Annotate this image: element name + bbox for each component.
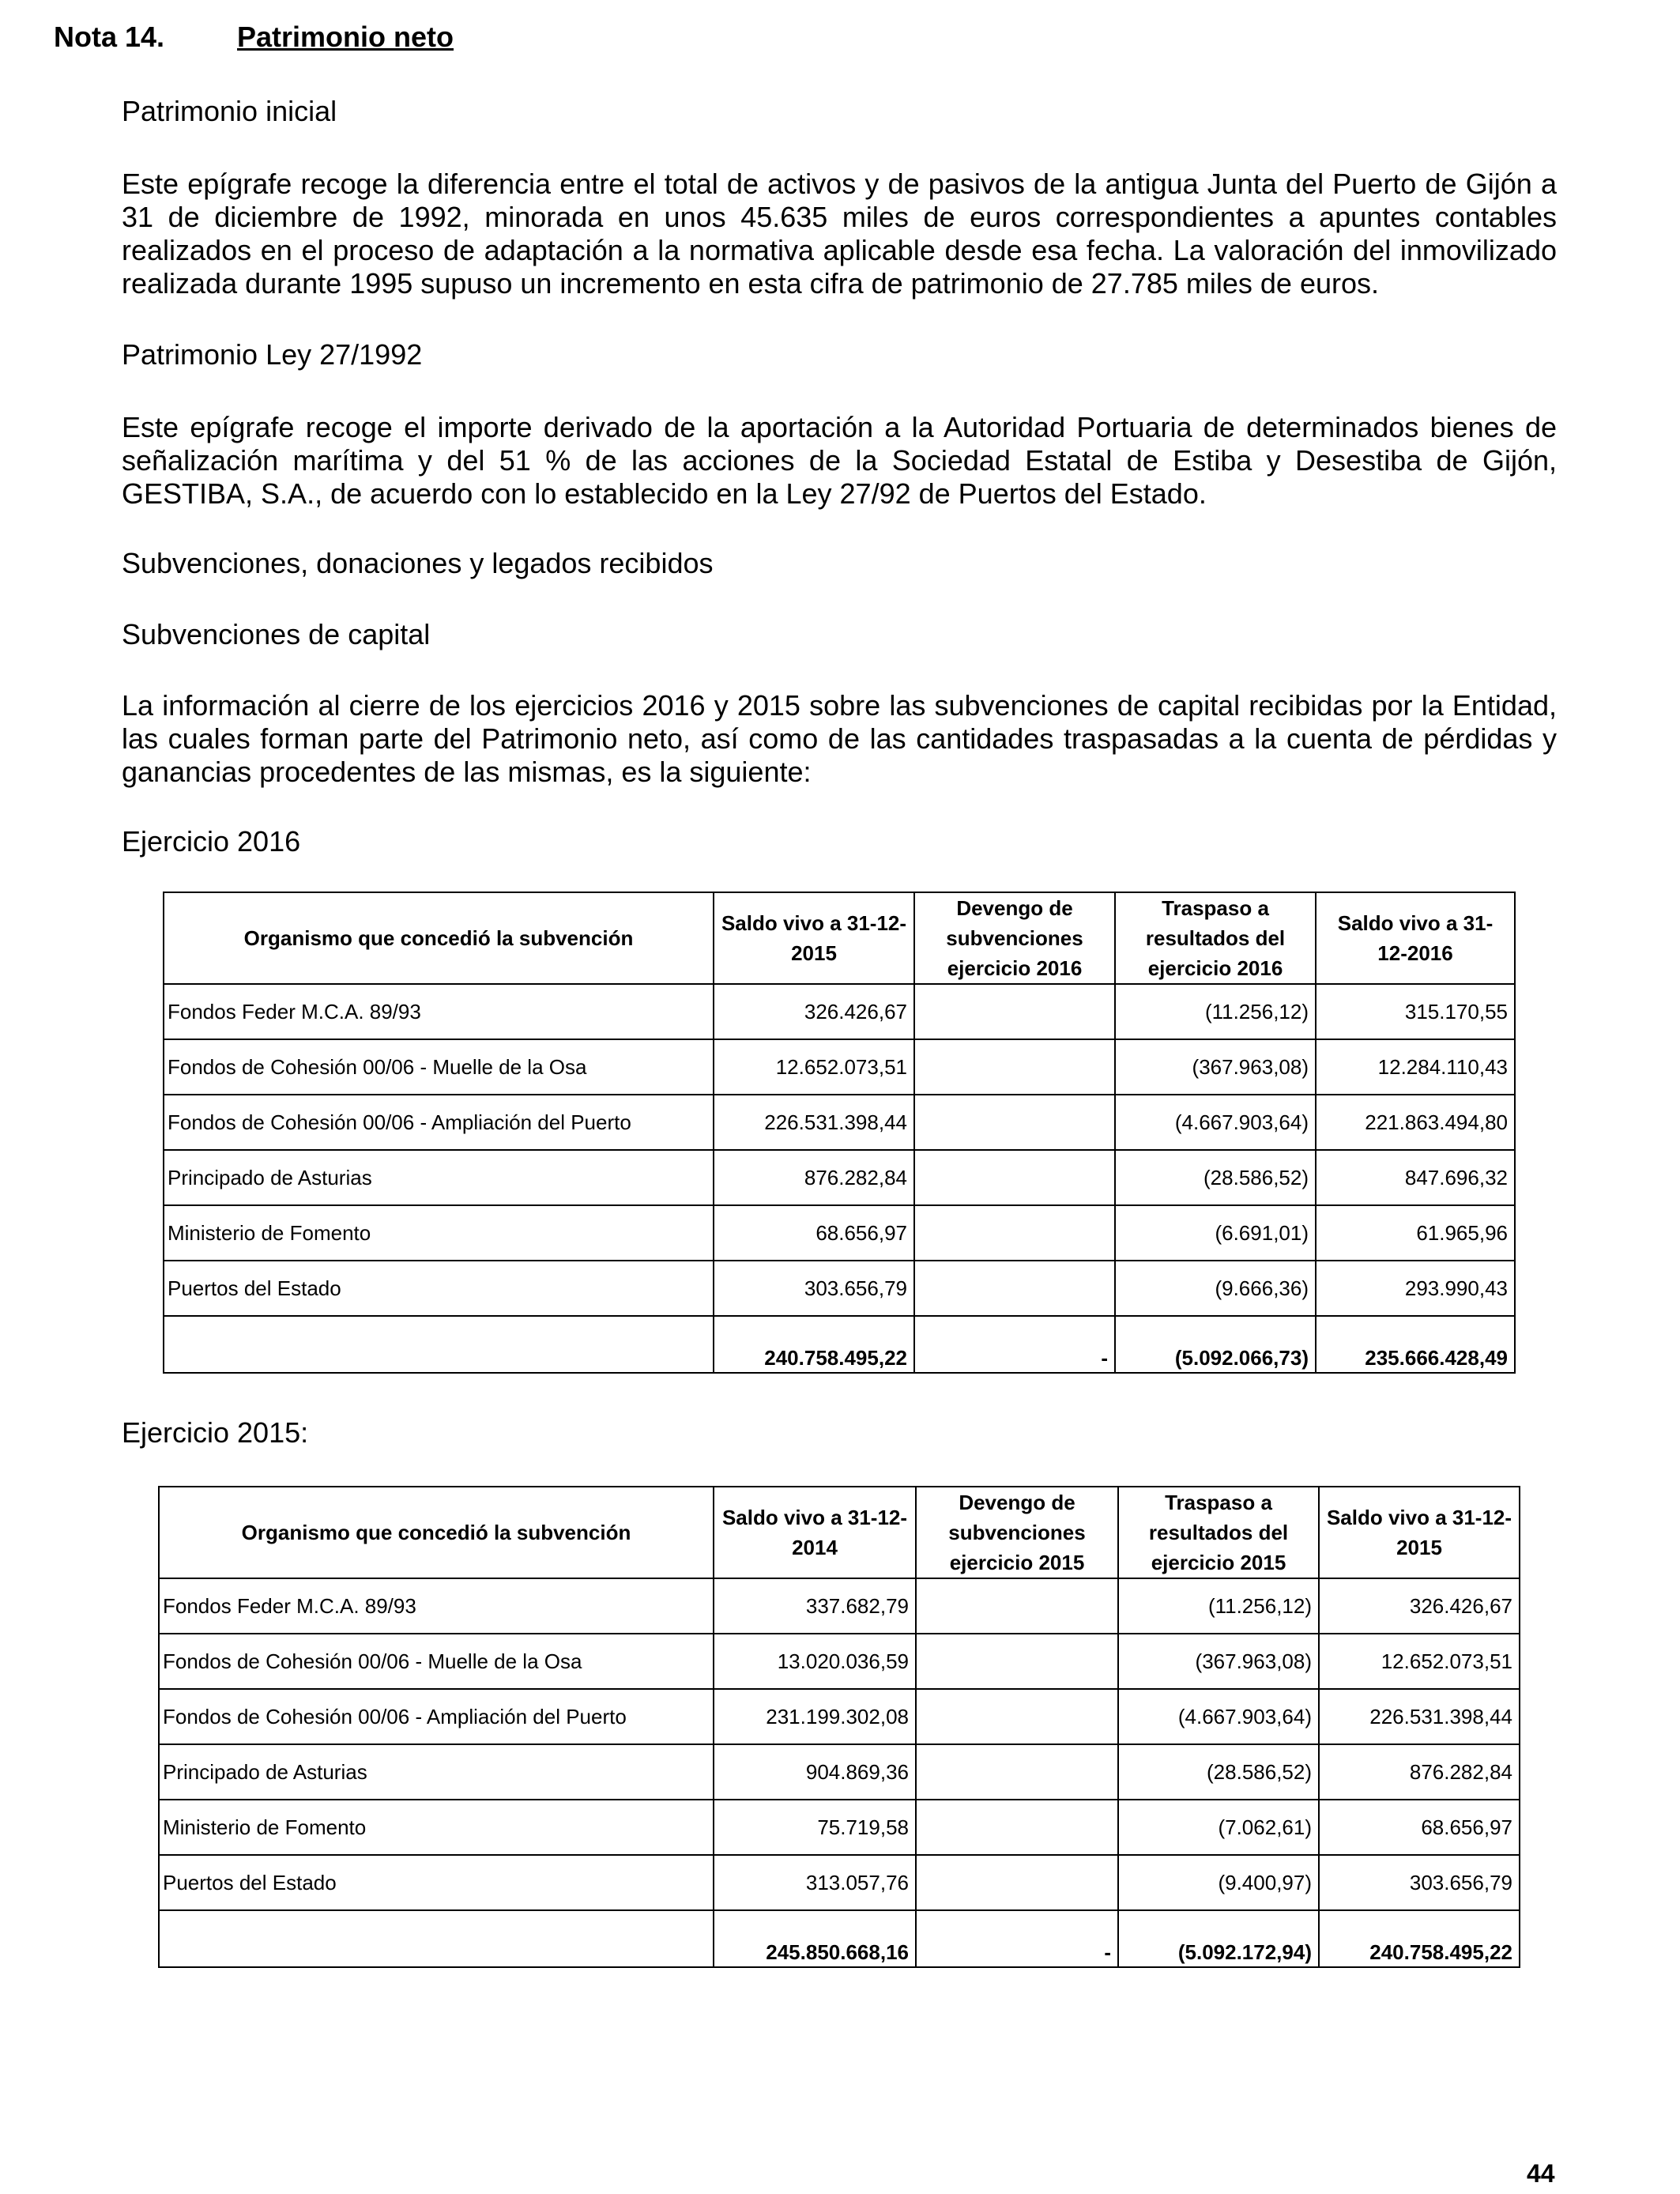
cell-saldo-inicial: 904.869,36 (714, 1744, 916, 1800)
section-title-subvenciones: Subvenciones, donaciones y legados recibidos (122, 547, 714, 579)
section-title-patrimonio-inicial: Patrimonio inicial (122, 95, 337, 127)
header-organismo: Organismo que concedió la subvención (164, 892, 714, 984)
cell-total-label (164, 1316, 714, 1373)
cell-saldo-final: 61.965,96 (1316, 1205, 1515, 1261)
cell-saldo-final: 847.696,32 (1316, 1150, 1515, 1205)
paragraph-subvenciones-capital: La información al cierre de los ejercicios 2016 y 2015 sobre las subvenciones de capital recibidas por la Entidad, las cuales forman parte del Patrimonio neto, así como de las cantidades traspasadas a la cuenta de pérdidas y ganancias procedentes de las mismas, es la siguiente: (122, 689, 1557, 788)
cell-saldo-inicial: 326.426,67 (714, 984, 914, 1039)
cell-organismo: Puertos del Estado (159, 1855, 714, 1910)
cell-traspaso: (11.256,12) (1118, 1578, 1319, 1634)
table-ejercicio-2016 (163, 892, 1516, 1374)
cell-saldo-final: 68.656,97 (1319, 1800, 1520, 1855)
header-saldo-inicial: Saldo vivo a 31-12-2015 (714, 892, 914, 984)
cell-saldo-inicial: 68.656,97 (714, 1205, 914, 1261)
cell-organismo: Fondos Feder M.C.A. 89/93 (164, 984, 714, 1039)
cell-devengo (916, 1800, 1118, 1855)
table-row (159, 1744, 1520, 1800)
cell-saldo-final: 315.170,55 (1316, 984, 1515, 1039)
cell-organismo: Ministerio de Fomento (159, 1800, 714, 1855)
header-organismo: Organismo que concedió la subvención (159, 1487, 714, 1578)
cell-saldo-inicial: 876.282,84 (714, 1150, 914, 1205)
table-row (159, 1689, 1520, 1744)
cell-total-devengo: - (914, 1316, 1115, 1373)
cell-devengo (914, 1261, 1115, 1316)
header-devengo: Devengo de subvenciones ejercicio 2016 (914, 892, 1115, 984)
cell-traspaso: (9.666,36) (1115, 1261, 1316, 1316)
caption-ejercicio-2015: Ejercicio 2015: (122, 1416, 309, 1449)
cell-devengo (916, 1744, 1118, 1800)
note-heading (54, 21, 454, 54)
paragraph-patrimonio-ley: Este epígrafe recoge el importe derivado de la aportación a la Autoridad Portuaria de determinados bienes de señalización marítima y del 51 % de las acciones de la Sociedad Estatal de Estiba y Desestiba de Gijón, GESTIBA, S.A., de acuerdo con lo establecido en la Ley 27/92 de Puertos del Estado. (122, 411, 1557, 510)
table-header-row (159, 1487, 1520, 1578)
cell-traspaso: (28.586,52) (1115, 1150, 1316, 1205)
table-row (164, 1039, 1515, 1095)
caption-ejercicio-2016: Ejercicio 2016 (122, 825, 301, 858)
cell-organismo: Fondos de Cohesión 00/06 - Muelle de la Osa (164, 1039, 714, 1095)
table-total-row (159, 1910, 1520, 1967)
cell-traspaso: (4.667.903,64) (1118, 1689, 1319, 1744)
header-saldo-inicial: Saldo vivo a 31-12-2014 (714, 1487, 916, 1578)
cell-traspaso: (9.400,97) (1118, 1855, 1319, 1910)
cell-devengo (916, 1689, 1118, 1744)
cell-devengo (916, 1855, 1118, 1910)
cell-saldo-inicial: 226.531.398,44 (714, 1095, 914, 1150)
header-saldo-final: Saldo vivo a 31-12-2016 (1316, 892, 1515, 984)
cell-saldo-inicial: 303.656,79 (714, 1261, 914, 1316)
table-row (159, 1578, 1520, 1634)
cell-saldo-final: 12.284.110,43 (1316, 1039, 1515, 1095)
cell-total-traspaso: (5.092.066,73) (1115, 1316, 1316, 1373)
cell-saldo-final: 293.990,43 (1316, 1261, 1515, 1316)
table-row (159, 1800, 1520, 1855)
cell-devengo (916, 1634, 1118, 1689)
cell-traspaso: (7.062,61) (1118, 1800, 1319, 1855)
cell-traspaso: (367.963,08) (1118, 1634, 1319, 1689)
header-saldo-final: Saldo vivo a 31-12-2015 (1319, 1487, 1520, 1578)
cell-total-saldo-inicial: 240.758.495,22 (714, 1316, 914, 1373)
cell-saldo-final: 876.282,84 (1319, 1744, 1520, 1800)
paragraph-patrimonio-inicial: Este epígrafe recoge la diferencia entre el total de activos y de pasivos de la antigua Junta del Puerto de Gijón a 31 de diciembre de 1992, minorada en unos 45.635 miles de euros correspondientes a apuntes contables realizados en el proceso de adaptación a la normativa aplicable desde esa fecha. La valoración del inmovilizado realizada durante 1995 supuso un incremento en esta cifra de patrimonio de 27.785 miles de euros. (122, 168, 1557, 300)
header-devengo: Devengo de subvenciones ejercicio 2015 (916, 1487, 1118, 1578)
cell-organismo: Principado de Asturias (164, 1150, 714, 1205)
cell-organismo: Fondos de Cohesión 00/06 - Ampliación del Puerto (164, 1095, 714, 1150)
cell-traspaso: (11.256,12) (1115, 984, 1316, 1039)
page-number: 44 (1527, 2159, 1555, 2188)
cell-saldo-final: 12.652.073,51 (1319, 1634, 1520, 1689)
cell-saldo-inicial: 313.057,76 (714, 1855, 916, 1910)
cell-total-saldo-final: 240.758.495,22 (1319, 1910, 1520, 1967)
cell-total-label (159, 1910, 714, 1967)
cell-saldo-inicial: 337.682,79 (714, 1578, 916, 1634)
cell-traspaso: (367.963,08) (1115, 1039, 1316, 1095)
cell-saldo-inicial: 231.199.302,08 (714, 1689, 916, 1744)
cell-traspaso: (6.691,01) (1115, 1205, 1316, 1261)
cell-total-traspaso: (5.092.172,94) (1118, 1910, 1319, 1967)
cell-saldo-final: 226.531.398,44 (1319, 1689, 1520, 1744)
table-row (164, 1095, 1515, 1150)
section-title-patrimonio-ley: Patrimonio Ley 27/1992 (122, 338, 423, 371)
cell-devengo (914, 1205, 1115, 1261)
section-title-subvenciones-capital: Subvenciones de capital (122, 618, 431, 650)
cell-organismo: Puertos del Estado (164, 1261, 714, 1316)
cell-organismo: Ministerio de Fomento (164, 1205, 714, 1261)
cell-devengo (914, 1095, 1115, 1150)
table-total-row (164, 1316, 1515, 1373)
cell-organismo: Principado de Asturias (159, 1744, 714, 1800)
cell-saldo-inicial: 75.719,58 (714, 1800, 916, 1855)
cell-saldo-inicial: 12.652.073,51 (714, 1039, 914, 1095)
header-traspaso: Traspaso a resultados del ejercicio 2015 (1118, 1487, 1319, 1578)
cell-organismo: Fondos de Cohesión 00/06 - Ampliación del Puerto (159, 1689, 714, 1744)
note-number: Nota 14. (54, 21, 165, 53)
cell-total-saldo-final: 235.666.428,49 (1316, 1316, 1515, 1373)
cell-saldo-final: 221.863.494,80 (1316, 1095, 1515, 1150)
table-row (164, 1261, 1515, 1316)
cell-saldo-final: 303.656,79 (1319, 1855, 1520, 1910)
table-ejercicio-2015 (158, 1486, 1520, 1968)
note-title: Patrimonio neto (237, 21, 454, 53)
cell-organismo: Fondos de Cohesión 00/06 - Muelle de la Osa (159, 1634, 714, 1689)
cell-total-devengo: - (916, 1910, 1118, 1967)
cell-total-saldo-inicial: 245.850.668,16 (714, 1910, 916, 1967)
table-row (164, 1150, 1515, 1205)
cell-traspaso: (4.667.903,64) (1115, 1095, 1316, 1150)
header-traspaso: Traspaso a resultados del ejercicio 2016 (1115, 892, 1316, 984)
cell-devengo (914, 1039, 1115, 1095)
cell-devengo (914, 984, 1115, 1039)
cell-saldo-inicial: 13.020.036,59 (714, 1634, 916, 1689)
table-row (159, 1855, 1520, 1910)
cell-saldo-final: 326.426,67 (1319, 1578, 1520, 1634)
table-row (164, 1205, 1515, 1261)
table-header-row (164, 892, 1515, 984)
cell-devengo (914, 1150, 1115, 1205)
cell-devengo (916, 1578, 1118, 1634)
cell-organismo: Fondos Feder M.C.A. 89/93 (159, 1578, 714, 1634)
table-row (159, 1634, 1520, 1689)
table-row (164, 984, 1515, 1039)
cell-traspaso: (28.586,52) (1118, 1744, 1319, 1800)
